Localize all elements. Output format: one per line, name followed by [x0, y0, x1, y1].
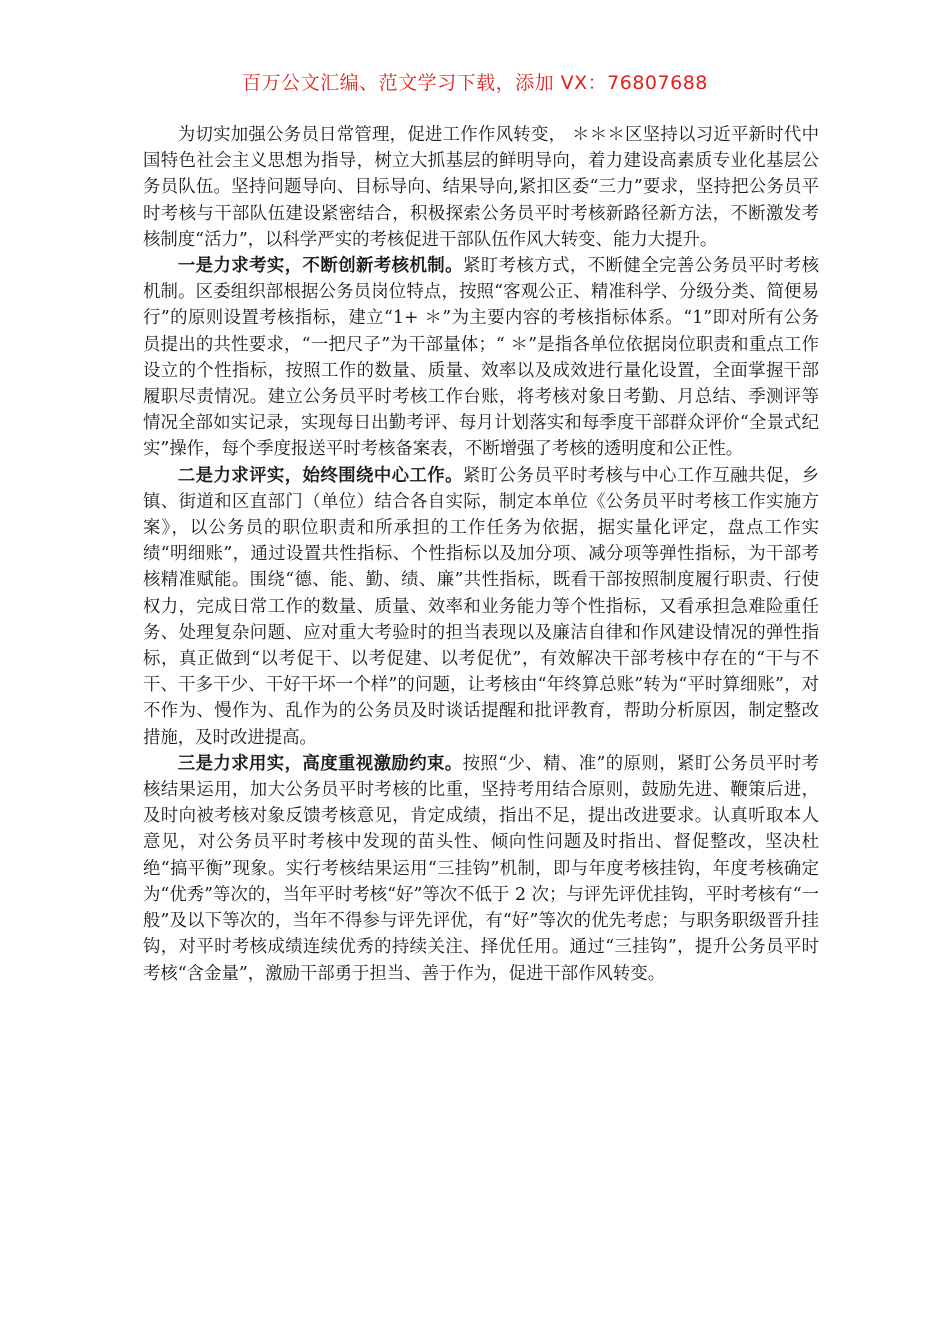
- document-body: [143, 122, 819, 987]
- section-one-paragraph: [143, 253, 819, 463]
- paragraph-text: 紧盯公务员平时考核与中心工作互融共促，乡镇、街道和区直部门（单位）结合各自实际，制定本单位《公务员平时考核工作实施方案》，以公务员的职位职责和所承担的工作任务为依据，据实量化评定，盘点工作实绩“明细账”，通过设置共性指标、个性指标以及加分项、减分项等弹性指标，为干部考核精准赋能。围绕“德、能、勤、绩、廉”共性指标，既看干部按照制度履行职责、行使权力，完成日常工作的数量、质量、效率和业务能力等个性指标，又看承担急难险重任务、处理复杂问题、应对重大考验时的担当表现以及廉洁自律和作风建设情况的弹性指标，真正做到“以考促干、以考促建、以考促优”，有效解决干部考核中存在的“干与不干、干多干少、干好干坏一个样”的问题，让考核由“年终算总账”转为“平时算细账”，对不作为、慢作为、乱作为的公务员及时谈话提醒和批评教育，帮助分析原因，制定整改措施，及时改进提高。: [143, 465, 819, 748]
- section-two-paragraph: [143, 463, 819, 751]
- intro-paragraph: [143, 122, 819, 253]
- paragraph-text: 按照“少、精、准”的原则，紧盯公务员平时考核结果运用，加大公务员平时考核的比重，坚持考用结合原则，鼓励先进、鞭策后进，及时向被考核对象反馈考核意见，肯定成绩，指出不足，提出改进要求。认真听取本人意见，对公务员平时考核中发现的苗头性、倾向性问题及时指出、督促整改，坚决杜绝“搞平衡”现象。实行考核结果运用“三挂钩”机制，即与年度考核挂钩，年度考核确定为“优秀”等次的，当年平时考核“好”等次不低于 2 次；与评先评优挂钩，平时考核有“一般”及以下等次的，当年不得参与评先评优，有“好”等次的优先考虑；与职务职级晋升挂钩，对平时考核成绩连续优秀的持续关注、择优任用。通过“三挂钩”，提升公务员平时考核“含金量”，激励干部勇于担当、善于作为，促进干部作风转变。: [143, 753, 819, 984]
- watermark-header: 百万公文汇编、范文学习下载，添加 VX：76807688: [242, 72, 708, 94]
- paragraph-text: 紧盯考核方式，不断健全完善公务员平时考核机制。区委组织部根据公务员岗位特点，按照“客观公正、精准科学、分级分类、简便易行”的原则设置考核指标，建立“1+ ＊”为主要内容的考核指标体系。“1”即对所有公务员提出的共性要求，“一把尺子”为干部量体；“ ＊”是指各单位依据岗位职责和重点工作设立的个性指标，按照工作的数量、质量、效率以及成效进行量化设置，全面掌握干部履职尽责情况。建立公务员平时考核工作台账，将考核对象日考勤、月总结、季测评等情况全部如实记录，实现每日出勤考评、每月计划落实和每季度干部群众评价“全景式纪实”操作，每个季度报送平时考核备案表，不断增强了考核的透明度和公正性。: [143, 256, 819, 460]
- paragraph-lead: 一是力求考实，不断创新考核机制。: [177, 256, 463, 277]
- section-three-paragraph: [143, 751, 819, 987]
- paragraph-lead: 二是力求评实，始终围绕中心工作。: [177, 465, 463, 486]
- paragraph-text: 为切实加强公务员日常管理，促进工作作风转变， ＊＊＊区坚持以习近平新时代中国特色社会主义思想为指导，树立大抓基层的鲜明导向，着力建设高素质专业化基层公务员队伍。坚持问题导向、目标导向、结果导向,紧扣区委“三力”要求，坚持把公务员平时考核与干部队伍建设紧密结合，积极探索公务员平时考核新路径新方法，不断激发考核制度“活力”，以科学严实的考核促进干部队伍作风大转变、能力大提升。: [143, 125, 819, 250]
- paragraph-lead: 三是力求用实，高度重视激励约束。: [177, 753, 463, 774]
